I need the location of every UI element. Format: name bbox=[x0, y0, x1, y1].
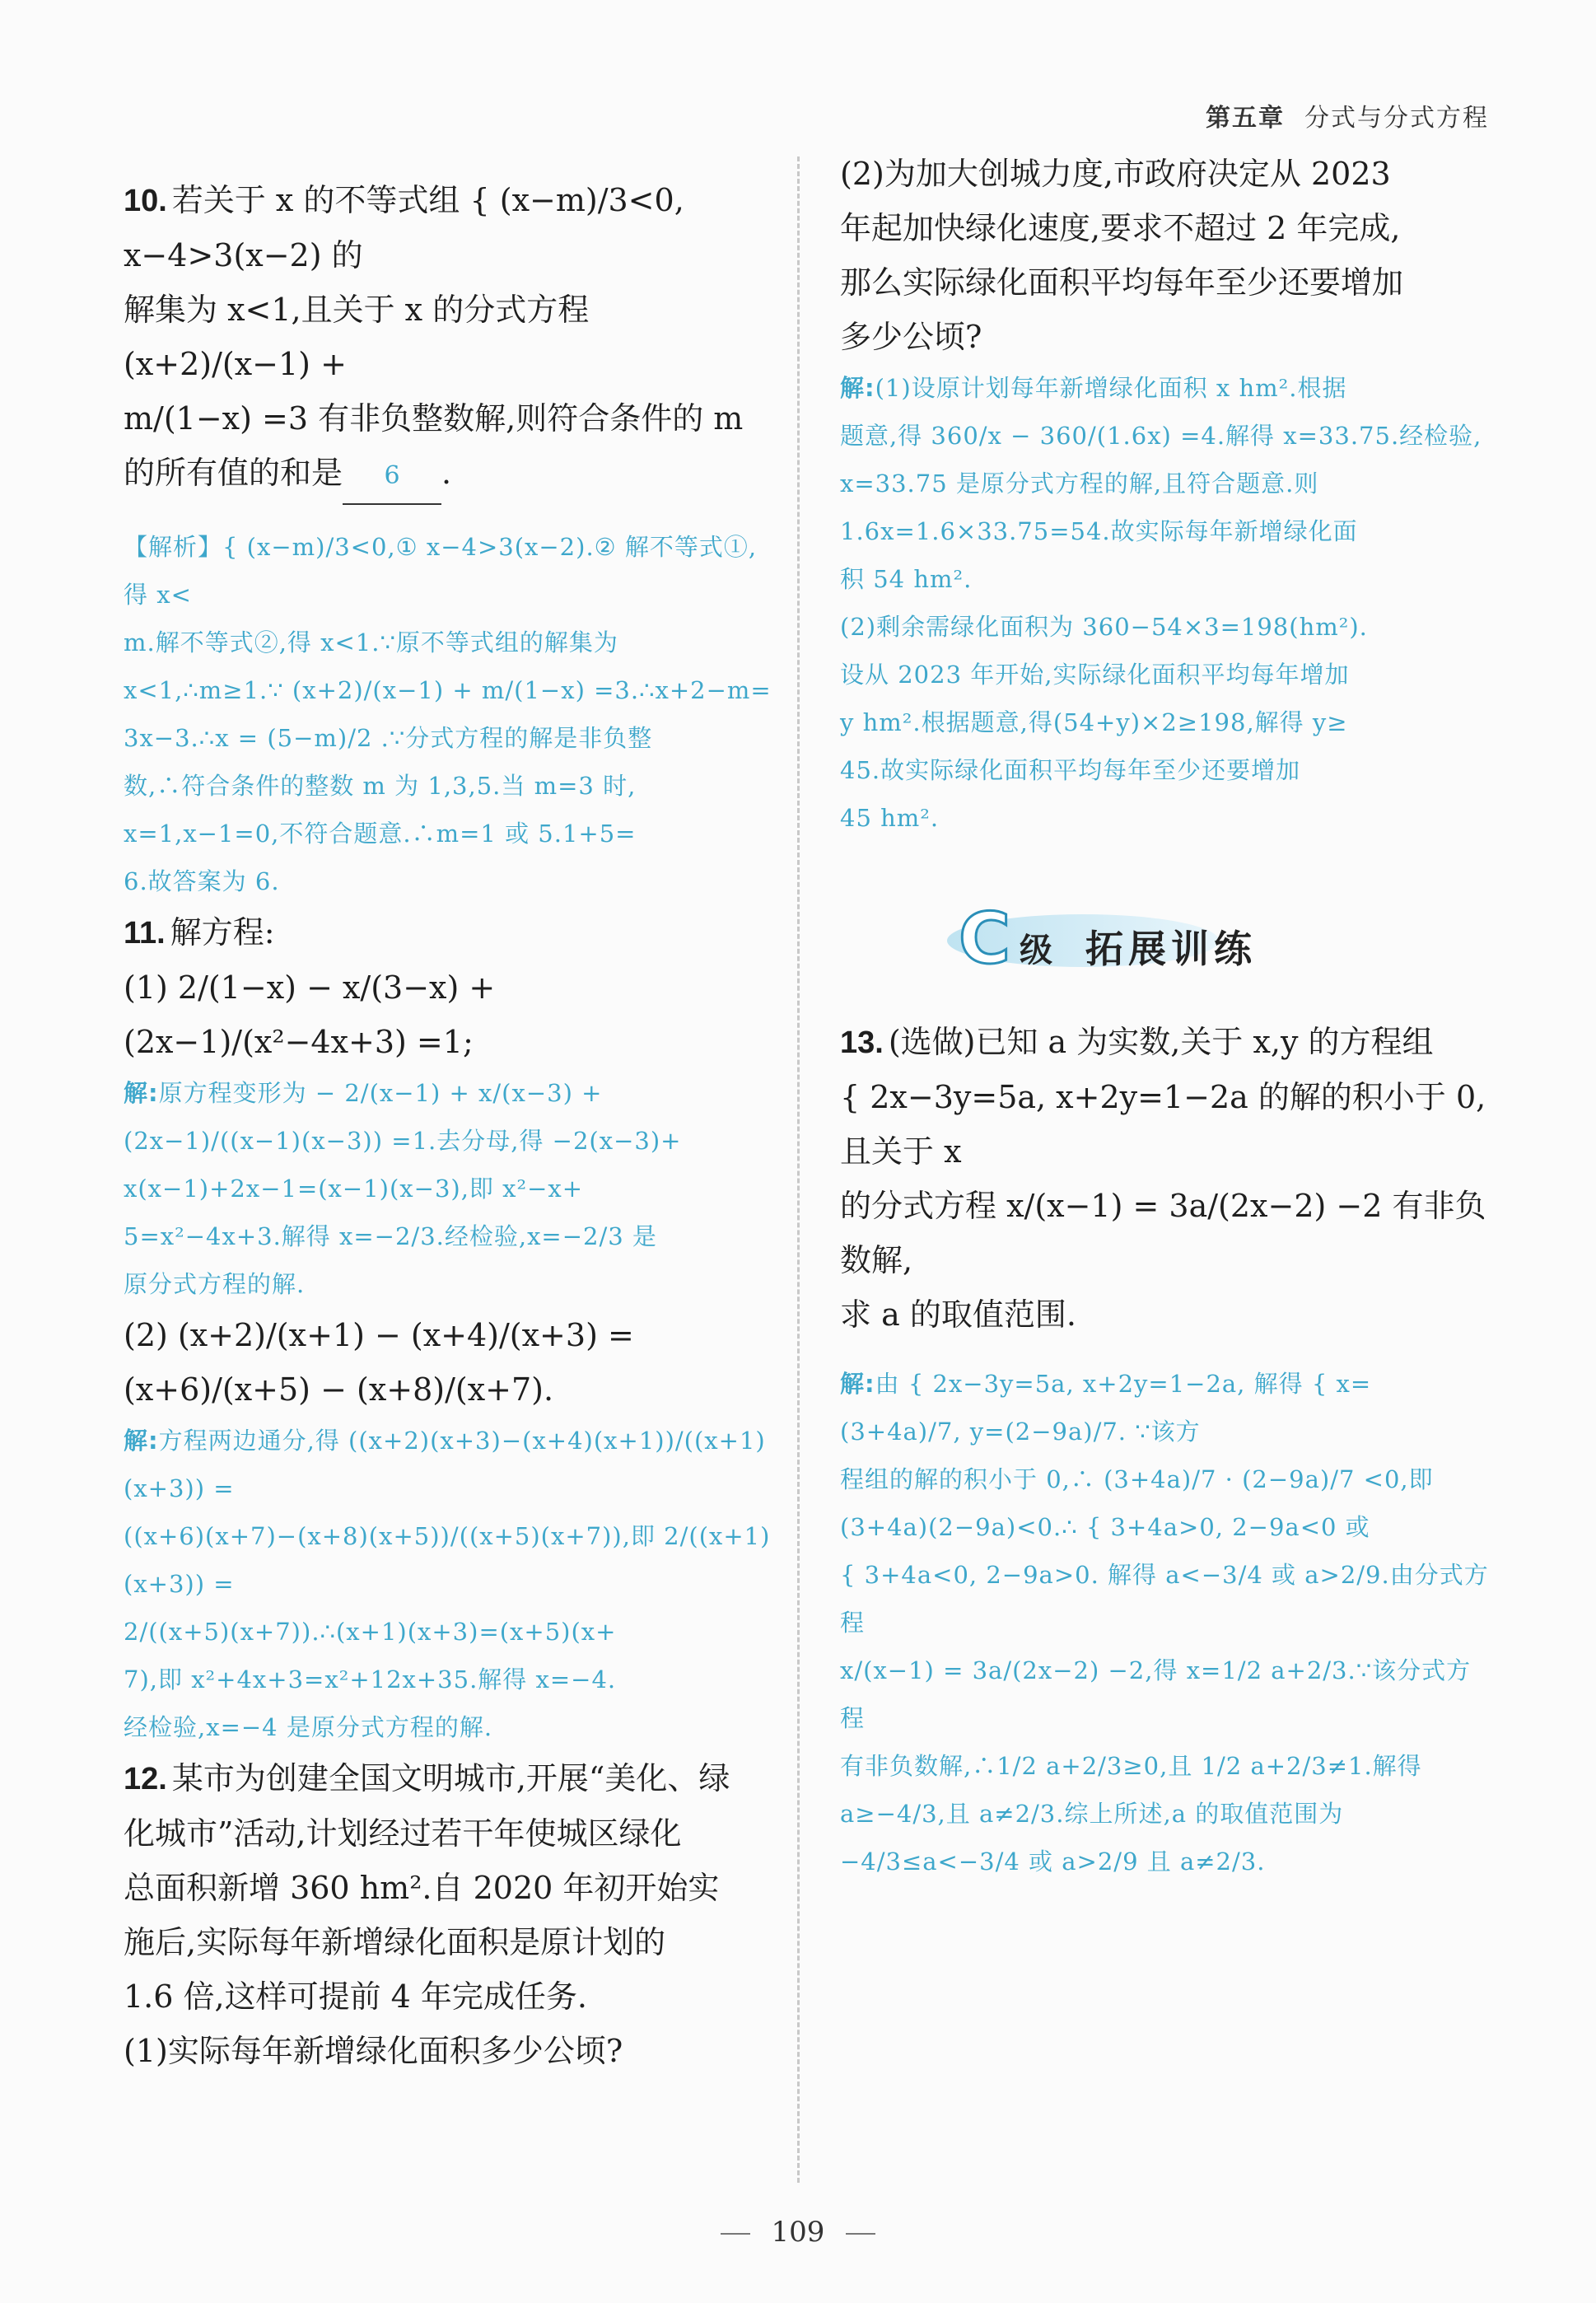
q13-solution-2: 程组的解的积小于 0,∴ (3+4a)/7 · (2−9a)/7 <0,即 bbox=[840, 1465, 1434, 1493]
q10-solution-6: x=1,x−1=0,不符合题意.∴m=1 或 5.1+5= bbox=[124, 820, 637, 848]
q12-line-2: 化城市”活动,计划经过若干年使城区绿化 bbox=[124, 1815, 682, 1852]
q11-solution-1a bbox=[124, 1069, 774, 1117]
question-11 bbox=[124, 905, 774, 1751]
q10-number: 10. bbox=[124, 184, 167, 218]
q10-solution-7: 6.故答案为 6. bbox=[124, 867, 280, 895]
solution-label: 解: bbox=[124, 1079, 159, 1107]
q11-solution-1c: x(x−1)+2x−1=(x−1)(x−3),即 x²−x+ bbox=[124, 1175, 584, 1203]
q10-solution-5: 数,∴符合条件的整数 m 为 1,3,5.当 m=3 时, bbox=[124, 772, 637, 800]
solution-label: 解: bbox=[840, 374, 875, 402]
section-title: 拓展训练 bbox=[1085, 927, 1257, 971]
q10-solution-3: x<1,∴m≥1.∵ (x+2)/(x−1) + m/(1−x) =3.∴x+2−m= bbox=[124, 676, 772, 704]
q12-line-1 bbox=[124, 1751, 774, 1806]
q12-right-2: 年起加快绿化速度,要求不超过 2 年完成, bbox=[840, 210, 1401, 246]
q11-solution-1d: 5=x²−4x+3.解得 x=−2/3.经检验,x=−2/3 是 bbox=[124, 1222, 657, 1250]
q11-part-2: (2) (x+2)/(x+1) − (x+4)/(x+3) = (x+6)/(x+5) − (x+8)/(x+7). bbox=[124, 1317, 634, 1408]
q13-number: 13. bbox=[840, 1025, 884, 1060]
q10-line-2: 解集为 x<1,且关于 x 的分式方程(x+2)/(x−1) + bbox=[124, 292, 590, 382]
q12-solution-4: 1.6x=1.6×33.75=54.故实际每年新增绿化面 bbox=[840, 517, 1358, 545]
q13-solution-3: (3+4a)(2−9a)<0.∴ { 3+4a>0, 2−9a<0 或 bbox=[840, 1513, 1370, 1541]
q10-solution-2: m.解不等式②,得 x<1.∵原不等式组的解集为 bbox=[124, 628, 618, 656]
q12-line-3: 总面积新增 360 hm².自 2020 年初开始实 bbox=[124, 1870, 720, 1906]
q10-solution-1: 【解析】{ (x−m)/3<0,① x−4>3(x−2).② 解不等式①,得 x< bbox=[124, 533, 758, 609]
q10-text-4: 的所有值的和是 bbox=[124, 455, 343, 491]
question-12 bbox=[124, 1751, 774, 2078]
chapter-number: 第五章 bbox=[1206, 104, 1285, 133]
q11-s1a-text: 原方程变形为 − 2/(x−1) + x/(x−3) + bbox=[158, 1079, 603, 1107]
q13-line-1 bbox=[840, 1015, 1491, 1070]
q13-solution-1 bbox=[840, 1360, 1491, 1455]
q10-text-1: 若关于 x 的不等式组 { (x−m)/3<0, x−4>3(x−2) 的 bbox=[124, 182, 684, 273]
left-column bbox=[124, 173, 774, 2078]
q12-right-1: (2)为加大创城力度,市政府决定从 2023 bbox=[840, 156, 1391, 192]
level-letter: C bbox=[959, 898, 1011, 980]
solution-label: 解: bbox=[840, 1370, 875, 1398]
chapter-header bbox=[1206, 97, 1489, 133]
q11-solution-2b: ((x+6)(x+7)−(x+8)(x+5))/((x+5)(x+7)),即 2/((x+1)(x+3)) = bbox=[124, 1522, 771, 1598]
q13-line-3: 的分式方程 x/(x−1) = 3a/(2x−2) −2 有非负数解, bbox=[840, 1188, 1486, 1278]
q13-solution-7: a≥−4/3,且 a≠2/3.综上所述,a 的取值范围为 bbox=[840, 1800, 1344, 1828]
section-banner bbox=[947, 899, 1491, 982]
q11-solution-2c: 2/((x+5)(x+7)).∴(x+1)(x+3)=(x+5)(x+ bbox=[124, 1618, 617, 1646]
right-column bbox=[840, 147, 1491, 1885]
page-number bbox=[0, 2216, 1596, 2249]
q13-solution-6: 有非负数解,∴1/2 a+2/3≥0,且 1/2 a+2/3≠1.解得 bbox=[840, 1752, 1422, 1780]
q11-title-text: 解方程: bbox=[170, 914, 275, 951]
q12-solution-5: 积 54 hm². bbox=[840, 565, 973, 593]
q12-solution-9: 45.故实际绿化面积平均每年至少还要增加 bbox=[840, 756, 1301, 784]
q13-solution-8: −4/3≤a<−3/4 或 a>2/9 且 a≠2/3. bbox=[840, 1848, 1266, 1876]
q11-title bbox=[124, 905, 774, 960]
q11-solution-2a bbox=[124, 1417, 774, 1512]
q12-s1-text: (1)设原计划每年新增绿化面积 x hm².根据 bbox=[875, 374, 1347, 402]
q10-line-4: 的所有值的和是 6 . bbox=[124, 446, 774, 505]
q13-line-2: { 2x−3y=5a, x+2y=1−2a 的解的积小于 0,且关于 x bbox=[840, 1079, 1486, 1170]
q13-text-1: (选做)已知 a 为实数,关于 x,y 的方程组 bbox=[888, 1024, 1434, 1060]
question-10 bbox=[124, 173, 774, 905]
level-label: 级 bbox=[1020, 932, 1052, 969]
question-13 bbox=[840, 1015, 1491, 1885]
q12-solution-1 bbox=[840, 364, 1491, 412]
solution-label: 解: bbox=[124, 1427, 159, 1455]
q11-solution-1e: 原分式方程的解. bbox=[124, 1270, 306, 1298]
q11-solution-2d: 7),即 x²+4x+3=x²+12x+35.解得 x=−4. bbox=[124, 1665, 617, 1693]
q13-solution-4: { 3+4a<0, 2−9a>0. 解得 a<−3/4 或 a>2/9.由分式方程 bbox=[840, 1561, 1489, 1637]
q10-solution-4: 3x−3.∴x = (5−m)/2 .∵分式方程的解是非负整 bbox=[124, 724, 653, 752]
q10-line-1 bbox=[124, 173, 774, 283]
column-divider bbox=[797, 156, 800, 2183]
q13-line-4: 求 a 的取值范围. bbox=[840, 1296, 1076, 1333]
q12-right-4: 多少公顷? bbox=[840, 319, 982, 355]
question-12-continued bbox=[840, 147, 1491, 842]
q12-line-4: 施后,实际每年新增绿化面积是原计划的 bbox=[124, 1924, 666, 1960]
q12-solution-10: 45 hm². bbox=[840, 804, 940, 832]
q12-solution-2: 题意,得 360/x − 360/(1.6x) =4.解得 x=33.75.经检验, bbox=[840, 422, 1482, 450]
chapter-title: 分式与分式方程 bbox=[1304, 104, 1489, 133]
page-number-text: 109 bbox=[771, 2216, 825, 2249]
q11-s2a-text: 方程两边通分,得 ((x+2)(x+3)−(x+4)(x+1))/((x+1)(x+3)) = bbox=[124, 1427, 766, 1502]
q12-right-3: 那么实际绿化面积平均每年至少还要增加 bbox=[840, 264, 1404, 301]
q12-solution-8: y hm².根据题意,得(54+y)×2≥198,解得 y≥ bbox=[840, 708, 1348, 736]
q11-solution-1b: (2x−1)/((x−1)(x−3)) =1.去分母,得 −2(x−3)+ bbox=[124, 1127, 682, 1155]
q13-solution-5: x/(x−1) = 3a/(2x−2) −2,得 x=1/2 a+2/3.∵该分式方程 bbox=[840, 1656, 1472, 1732]
q11-number: 11. bbox=[124, 916, 166, 951]
q11-part-1: (1) 2/(1−x) − x/(3−x) + (2x−1)/(x²−4x+3) =1; bbox=[124, 969, 496, 1060]
q12-number: 12. bbox=[124, 1762, 167, 1796]
q13-s1-text: 由 { 2x−3y=5a, x+2y=1−2a, 解得 { x=(3+4a)/7, y=(2−9a)/7. ∵该方 bbox=[840, 1370, 1372, 1446]
q12-solution-3: x=33.75 是原分式方程的解,且符合题意.则 bbox=[840, 469, 1319, 498]
q12-solution-6: (2)剩余需绿化面积为 360−54×3=198(hm²). bbox=[840, 613, 1368, 641]
q10-answer-blank: 6 bbox=[343, 449, 441, 505]
q12-text-1: 某市为创建全国文明城市,开展“美化、绿 bbox=[171, 1760, 730, 1796]
q11-solution-2e: 经检验,x=−4 是原分式方程的解. bbox=[124, 1713, 493, 1741]
q10-line-3: m/(1−x) =3 有非负整数解,则符合条件的 m bbox=[124, 400, 744, 437]
q12-line-5: 1.6 倍,这样可提前 4 年完成任务. bbox=[124, 1978, 588, 2015]
q12-line-6: (1)实际每年新增绿化面积多少公顷? bbox=[124, 2033, 623, 2069]
q12-solution-7: 设从 2023 年开始,实际绿化面积平均每年增加 bbox=[840, 661, 1350, 689]
